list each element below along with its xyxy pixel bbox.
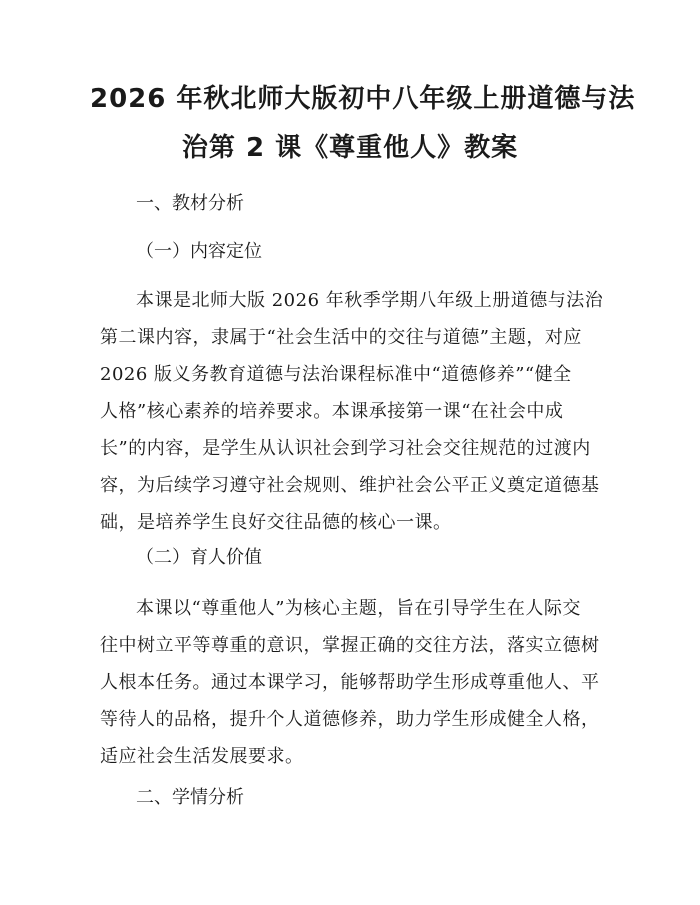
- paragraph-line: 本课是北师大版 2026 年秋季学期八年级上册道德与法治: [136, 290, 604, 311]
- paragraph-line: 适应社会生活发展要求。: [100, 746, 304, 767]
- paragraph-line: 往中树立平等尊重的意识，掌握正确的交往方法，落实立德树: [100, 635, 600, 656]
- paragraph-line: 等待人的品格，提升个人道德修养，助力学生形成健全人格，: [100, 709, 600, 730]
- document-title-line-2: 治第 2 课《尊重他人》教案: [181, 133, 519, 163]
- section-heading-textbook-analysis: 一、教材分析: [136, 193, 244, 214]
- paragraph-line: 容，为后续学习遵守社会规则、维护社会公平正义奠定道德基: [100, 475, 600, 496]
- paragraph-line: 2026 版义务教育道德与法治课程标准中“道德修养”“健全: [100, 364, 572, 385]
- subsection-heading-educational-value: （二）育人价值: [136, 547, 262, 568]
- paragraph-line: 本课以“尊重他人”为核心主题，旨在引导学生在人际交: [136, 598, 581, 619]
- paragraph-line: 人根本任务。通过本课学习，能够帮助学生形成尊重他人、平: [100, 672, 600, 693]
- subsection-heading-content-positioning: （一）内容定位: [136, 241, 262, 262]
- paragraph-line: 础，是培养学生良好交往品德的核心一课。: [100, 512, 452, 533]
- document-title-line-1: 2026 年秋北师大版初中八年级上册道德与法: [90, 84, 636, 114]
- section-heading-learner-analysis: 二、学情分析: [136, 787, 244, 808]
- paragraph-line: 长”的内容，是学生从认识社会到学习社会交往规范的过渡内: [100, 438, 591, 459]
- paragraph-line: 人格”核心素养的培养要求。本课承接第一课“在社会中成: [100, 401, 564, 422]
- paragraph-line: 第二课内容，隶属于“社会生活中的交往与道德”主题，对应: [100, 327, 582, 348]
